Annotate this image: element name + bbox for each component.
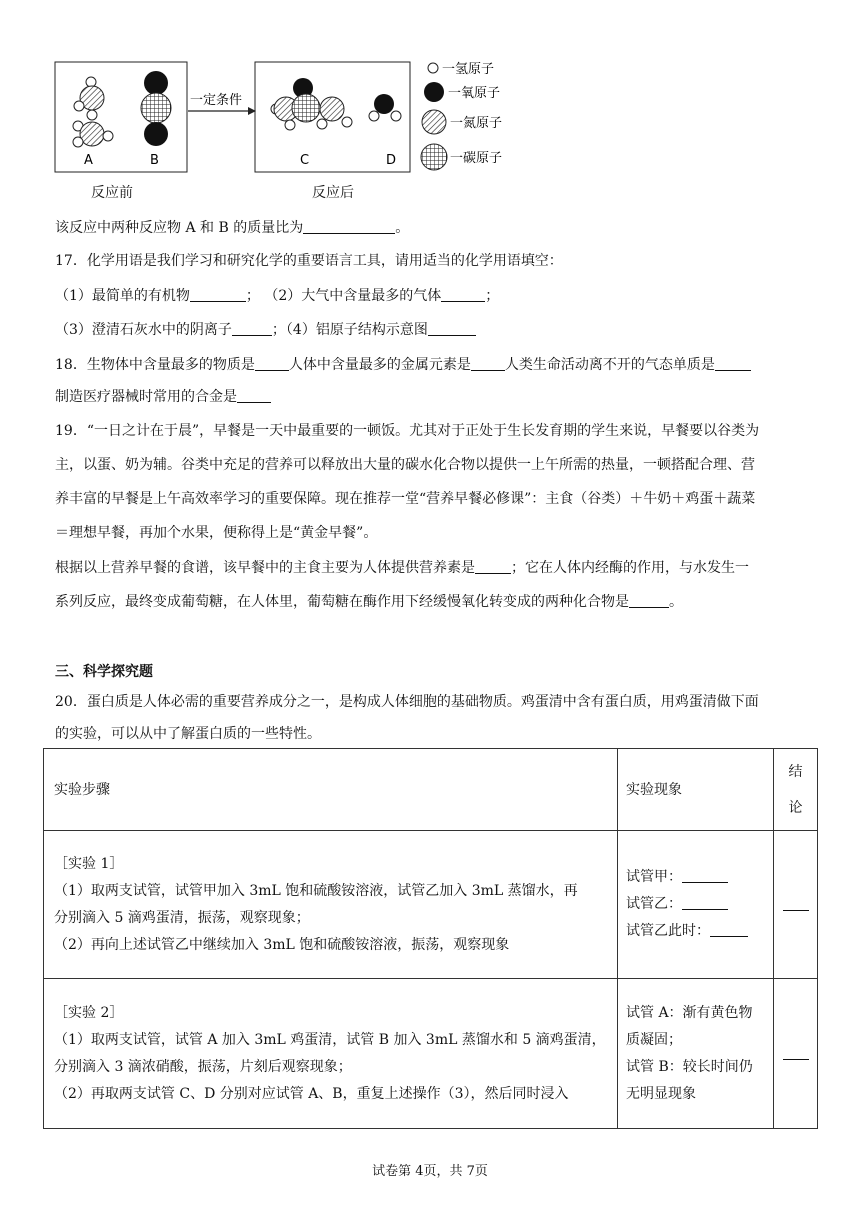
q20-line1: 20．蛋白质是人体必需的重要营养成分之一，是构成人体细胞的基础物质。鸡蛋清中含有蛋白质，用鸡蛋清做下面	[55, 694, 759, 710]
answer-blank[interactable]	[428, 321, 476, 336]
table-header-row	[44, 749, 818, 831]
answer-blank[interactable]	[783, 1045, 809, 1060]
exp2-conclusion	[774, 979, 818, 1129]
exp1-conclusion	[774, 831, 818, 979]
exp2-steps: ［实验 2］ （1）取两支试管，试管 A 加入 3mL 鸡蛋清，试管 B 加入 3mL 蒸馏水和 5 滴鸡蛋清， 分别滴入 3 滴浓硝酸，振荡，片刻后观察现象； （2）再取两支试管 C、D 分别对应试管 A、B，重复上述操作（3），然后同时浸入	[44, 979, 618, 1129]
legend-carbon: 一碳原子	[450, 151, 503, 166]
q19-line5: 根据以上营养早餐的食谱，该早餐中的主食主要为人体提供营养素是 ；它在人体内经酶的作用，与水发生一	[55, 560, 749, 576]
molecule-b	[141, 71, 171, 146]
answer-blank[interactable]	[682, 895, 728, 910]
legend-hydrogen: 一氢原子	[442, 62, 495, 77]
table-row	[44, 831, 818, 979]
answer-blank[interactable]	[190, 287, 246, 302]
q17-part2: （3）澄清石灰水中的阴离子 ；（4）铝原子结构示意图	[55, 320, 476, 340]
header-steps: 实验步骤	[44, 749, 618, 831]
condition-label: 一定条件	[190, 93, 243, 108]
header-conclusion: 结 论	[774, 749, 818, 831]
label-c: C	[300, 153, 310, 168]
answer-blank[interactable]	[783, 896, 809, 911]
hydrogen-atom-icon	[428, 63, 438, 73]
molecule-c	[271, 78, 352, 130]
experiment-table	[43, 748, 818, 1129]
exp1-phenomena: 试管甲： 试管乙： 试管乙此时：	[618, 831, 774, 979]
exp1-steps: ［实验 1］ （1）取两支试管，试管甲加入 3mL 饱和硫酸铵溶液，试管乙加入 3mL 蒸馏水，再 分别滴入 5 滴鸡蛋清，振荡，观察现象； （2）再向上述试管乙中继续加入 3mL 饱和硫酸铵溶液，振荡，观察现象	[44, 831, 618, 979]
molecule-a-bottom	[73, 121, 113, 147]
answer-blank[interactable]	[475, 559, 511, 574]
q17-stem: 17．化学用语是我们学习和研究化学的重要语言工具，请用适当的化学用语填空：	[55, 253, 563, 269]
page-footer: 试卷第 4页，共 7页	[372, 1164, 488, 1179]
q17-part1: （1）最简单的有机物 ； （2）大气中含量最多的气体 ；	[55, 288, 500, 304]
q16-line: 该反应中两种反应物 A 和 B 的质量比为 。	[55, 220, 410, 236]
q19-line3: 养丰富的早餐是上午高效率学习的重要保障。现在推荐一堂“营养早餐必修课”：主食（谷类）＋牛奶＋鸡蛋＋蔬菜	[55, 491, 756, 507]
molecule-d	[369, 94, 401, 121]
answer-blank[interactable]	[629, 593, 669, 608]
label-d: D	[386, 153, 397, 168]
answer-blank[interactable]	[303, 219, 395, 234]
answer-blank[interactable]	[715, 356, 751, 371]
exp2-phenomena: 试管 A：渐有黄色物 质凝固； 试管 B：较长时间仍 无明显现象	[618, 979, 774, 1129]
answer-blank[interactable]	[710, 922, 748, 937]
answer-blank[interactable]	[255, 356, 289, 371]
answer-blank[interactable]	[232, 321, 272, 336]
nitrogen-atom-icon	[422, 110, 446, 134]
carbon-atom-icon	[421, 144, 447, 170]
q20-line2: 的实验，可以从中了解蛋白质的一些特性。	[55, 726, 321, 742]
q18-line2: 制造医疗器械时常用的合金是	[55, 387, 271, 407]
answer-blank[interactable]	[441, 287, 485, 302]
answer-blank[interactable]	[237, 388, 271, 403]
q19-line1: 19．“一日之计在于晨”，早餐是一天中最重要的一顿饭。尤其对于正处于生长发育期的学生来说，早餐要以谷类为	[55, 423, 760, 439]
table-row	[44, 979, 818, 1129]
before-caption: 反应前	[91, 185, 133, 201]
q19-line2: 主，以蛋、奶为辅。谷类中充足的营养可以释放出大量的碳水化合物以提供一上午所需的热量，一顿搭配合理、营	[55, 457, 755, 473]
q18-line1: 18．生物体中含量最多的物质是 人体中含量最多的金属元素是 人类生命活动离不开的气态单质是	[55, 355, 751, 375]
legend	[421, 62, 502, 170]
legend-oxygen: 一氧原子	[448, 86, 501, 101]
answer-blank[interactable]	[682, 868, 728, 883]
after-caption: 反应后	[312, 185, 354, 201]
oxygen-atom-icon	[424, 82, 444, 102]
label-b: B	[150, 153, 159, 168]
header-phenomena: 实验现象	[618, 749, 774, 831]
label-a: A	[84, 153, 93, 168]
q19-line4: ＝理想早餐，再加个水果，便称得上是“黄金早餐”。	[55, 525, 378, 541]
section-title: 三、科学探究题	[55, 664, 153, 680]
molecule-a-top	[74, 77, 104, 120]
answer-blank[interactable]	[471, 356, 505, 371]
legend-nitrogen: 一氮原子	[450, 116, 503, 131]
q19-line6: 系列反应，最终变成葡萄糖，在人体里，葡萄糖在酶作用下经缓慢氧化转变成的两种化合物是 。	[55, 594, 683, 610]
